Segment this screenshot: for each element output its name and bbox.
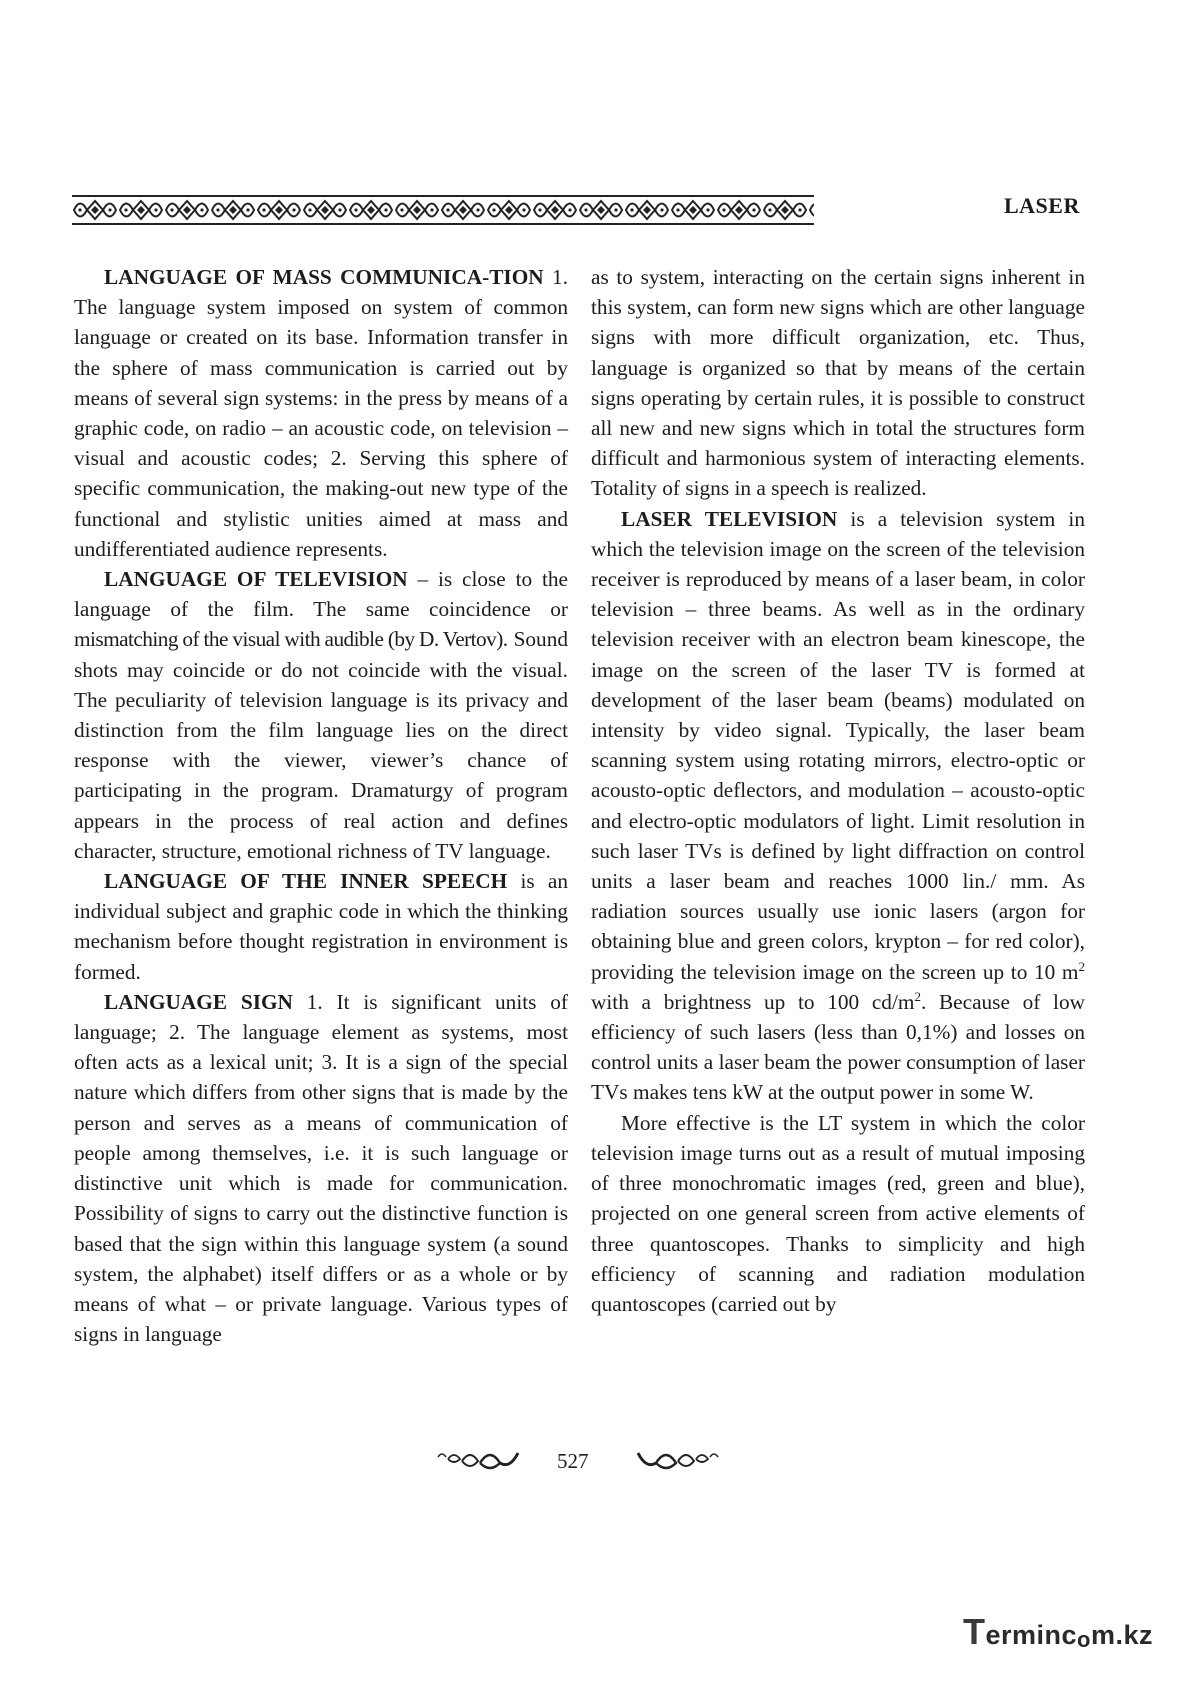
entry-text: is a television system in which the television image on the screen of the television receiver is reproduced by means of a laser beam, in color television – three beams. As well as in the ordinary television receiver with an electron beam kinescope, the image on the screen of the laser TV is formed at development of the laser beam (beams) modulated on intensity by video signal. Typically, the laser beam scanning system using rotating mirrors, electro-optic or acousto-optic deflectors, and modulation – acousto-optic and electro-optic modulators of light. Limit resolution in such laser TVs is defined by light diffraction on control units a laser beam and reaches 1000 lin./ mm. As radiation sources usually use ionic lasers (argon for obtaining blue and green colors, krypton – for red color), providing the television image on the screen up to 10 m xyxy=(591,506,1085,984)
left-column xyxy=(74,262,568,1349)
entry-language-of-the-inner-speech xyxy=(74,866,568,987)
footer-ornament-right-icon xyxy=(636,1447,722,1473)
superscript: 2 xyxy=(1078,958,1085,974)
page-number: 527 xyxy=(557,1449,589,1473)
entry-text: Sound shots may coincide or do not coincide with the visual. The peculiarity of television language is its privacy and distinction from the film language lies on the direct response with the viewer, viewer’s chance of participating in the program. Dramaturgy of program appears in the process of real action and defines character, structure, emotional richness of TV language. xyxy=(74,627,569,863)
entry-term: LANGUAGE OF THE INNER SPEECH xyxy=(104,869,508,894)
header-ornament-band xyxy=(72,193,814,227)
entry-text: 1. The language system imposed on system of common language or created on its base. Information transfer in the sphere of mass communication is carried out by means of several sign systems: in the press by means of a graphic code, on radio – an acoustic code, on television – visual and acoustic codes; 2. Serving this sphere of specific communication, the making-out new type of the functional and stylistic unities aimed at mass and undifferentiated audience represents. xyxy=(74,265,568,561)
footer-ornament-left-icon xyxy=(434,1447,520,1473)
entry-text: mismatching of the visual with audible (by D. Vertov). xyxy=(74,627,508,652)
entry-language-sign xyxy=(74,987,568,1349)
entry-text: – is close to the language of the film. The same coincidence or xyxy=(74,567,568,622)
paragraph-more-effective: More effective is the LT system in which the color television image turns out as a result of mutual imposing of three monochromatic images (red, green and blue), projected on one general screen from active elements of three quantoscopes. Thanks to simplicity and high efficiency of scanning and radiation modulation quantoscopes (carried out by xyxy=(591,1110,1085,1316)
entry-term: LANGUAGE OF TELEVISION xyxy=(104,567,408,592)
entry-text: is an individual subject and graphic code in which the thinking mechanism before thought registration in environment is formed. xyxy=(74,869,568,984)
entry-text: . Because of low efficiency of such lasers (less than 0,1%) and losses on control units a laser beam the power consumption of laser TVs makes tens kW at the output power in some W. xyxy=(591,989,1086,1105)
entry-term: LASER TELEVISION xyxy=(621,506,838,531)
entry-language-of-mass-communication xyxy=(74,262,568,564)
entry-language-of-television xyxy=(74,564,568,866)
entry-laser-television xyxy=(591,504,1085,1108)
entry-term: LANGUAGE OF MASS COMMUNICA-TION xyxy=(104,265,544,289)
watermark-logo: Termincom.kz xyxy=(963,1611,1154,1652)
running-head: LASER xyxy=(1004,193,1080,218)
right-column xyxy=(591,262,1085,1319)
entry-text: with a brightness up to 100 cd/m xyxy=(591,989,915,1014)
superscript: 2 xyxy=(914,988,921,1004)
entry-text: 1. It is significant units of language; 2. The language element as systems, most often acts as a lexical unit; 3. It is a sign of the special nature which differs from other signs that is made by the person and serves as a means of communication of people among themselves, i.e. it is such language or distinctive unit which is made for communication. Possibility of signs to carry out the distinctive function is based that the sign within this language system (a sound system, the alphabet) itself differs or as a whole or by means of what – or private language. Various types of signs in language xyxy=(74,989,568,1347)
entry-language-sign-continuation: as to system, interacting on the certain signs inherent in this system, can form new signs which are other language signs with more difficult organization, etc. Thus, language is organized so that by means of the certain signs operating by certain rules, it is possible to construct all new and new signs which in total the structures form difficult and harmonious system of interacting elements. Totality of signs in a speech is realized. xyxy=(591,265,1085,501)
entry-term: LANGUAGE SIGN xyxy=(104,989,293,1014)
